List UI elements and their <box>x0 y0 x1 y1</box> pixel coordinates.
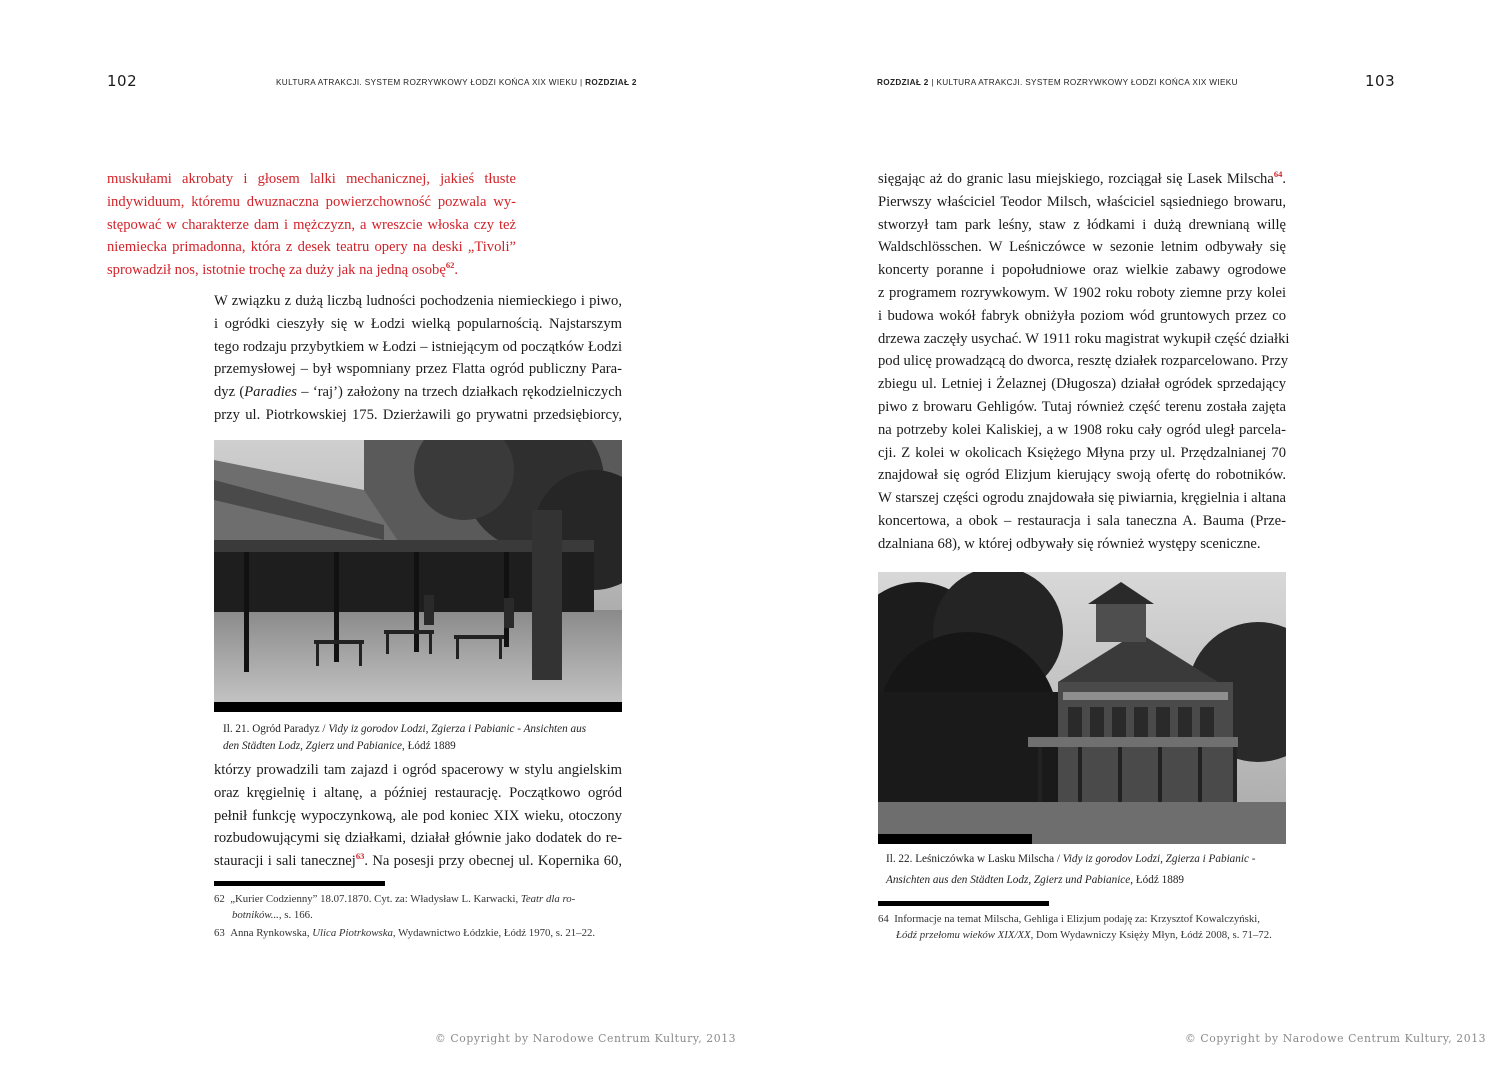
text-line: na potrzeby kolei Kaliskiej, a w 1908 roku cały ogród uległ parcela- <box>878 421 1286 438</box>
footnote-62: 62 „Kurier Codzienny” 18.07.1870. Cyt. za: Władysław L. Karwacki, Teatr dla ro- <box>214 893 576 905</box>
text-line: oraz kręgielnię i altanę, a później restaurację. Początkowo ogród <box>214 784 622 801</box>
right-page-number: 103 <box>1365 72 1396 90</box>
left-page-number: 102 <box>107 72 138 90</box>
text-line: koncertowa, a obok – restauracja i sala taneczna A. Bauma (Prze- <box>878 512 1286 529</box>
footnote-ref[interactable]: 62 <box>445 260 455 271</box>
text-line: W starszej części ogrodu znajdowała się piwiarnia, kręgielnia i altana <box>878 490 1286 507</box>
quote-line: indywiduum, któremu dwuznaczna powierzchowność pozwala wy- <box>107 193 516 210</box>
text-line: koncerty poranne i popołudniowe oraz wielkie zabawy ogrodowe <box>878 262 1286 279</box>
figure-21-caption: Il. 21. Ogród Paradyz / Vidy iz gorodov Lodzi, Zgierza i Pabianic - Ansichten aus den Städten Lodz, Zgierz und Pabianice, Łódź 1889 <box>223 723 587 752</box>
text-line: cji. Z kolei w okolicach Księżego Młyna przy ul. Przędzalnianej 70 <box>878 444 1286 461</box>
text-line: znajdował się ogród Elizjum kierujący swoją ofertę do robotników. <box>878 467 1286 484</box>
left-running-head: KULTURA ATRAKCJI. SYSTEM ROZRYWKOWY ŁODZI KOŃCA XIX WIEKU | ROZDZIAŁ 2 <box>276 78 637 87</box>
text-line: pod ulicę prowadzącą do dworca, resztę działek rozparcelowano. Przy <box>878 353 1289 370</box>
right-copyright: © Copyright by Narodowe Centrum Kultury, 2013 <box>1185 1032 1487 1045</box>
footnotes-left: 62 „Kurier Codzienny” 18.07.1870. Cyt. za: Władysław L. Karwacki, Teatr dla ro- botników..., s. 166. 63 Anna Rynkowska, Ulica Piotrkowska, Wydawnictwo Łódzkie, Łódź 1970, s. 21–22. <box>214 892 622 942</box>
quote-line: stępować w charakterze dam i mężczyzn, a wreszcie włoska czy też <box>107 216 516 233</box>
text-line: piwo z browaru Gehligów. Tutaj również część terenu została zajęta <box>878 398 1286 415</box>
text-line: pełnił funkcję wypoczynkową, ale pod koniec XIX wieku, otoczony <box>214 807 622 824</box>
footnote-ref[interactable]: 63 <box>355 851 365 862</box>
quote-line: muskułami akrobaty i głosem lalki mechanicznej, jakieś tłuste <box>107 171 516 187</box>
text-line: którzy prowadzili tam zajazd i ogród spacerowy w stylu angielskim <box>214 762 622 778</box>
quote-line: niemiecka primadonna, która z desek teatru opery na deski „Tivoli” <box>107 239 516 256</box>
text-line: W związku z dużą liczbą ludności pochodzenia niemieckiego i piwo, <box>214 293 622 309</box>
text-line: sięgając aż do granic lasu miejskiego, rozciągał się Lasek Milscha$^{64}$. <box>878 169 1286 187</box>
text-line: i ogródki cieszyły się w Łodzi wielką popularnością. Najstarszym <box>214 315 622 332</box>
right-running-head: ROZDZIAŁ 2 | KULTURA ATRAKCJI. SYSTEM ROZRYWKOWY ŁODZI KOŃCA XIX WIEKU <box>877 78 1238 87</box>
text-line: Waldschlösschen. W Leśniczówce w sezonie letnim odbywały się <box>878 239 1286 256</box>
right-text-block <box>878 168 1290 556</box>
paragraph-2 <box>214 759 622 873</box>
text-line: i budowa wokół fabryk obniżyła poziom wód gruntowych przez co <box>878 307 1286 324</box>
text-line: rozbudowującymi się działkami, działał głównie jako dodatek do re- <box>214 830 622 847</box>
figure-21-photo <box>214 440 622 712</box>
text-line: stworzył tam park leśny, staw z łódkami i dużą drewnianą willę <box>878 216 1286 233</box>
figure-22-caption: Il. 22. Leśniczówka w Lasku Milscha / Vidy iz gorodov Lodzi, Zgierza i Pabianic - Ansichten aus den Städten Lodz, Zgierz und Pabianice, Łódź 1889 <box>886 853 1256 886</box>
footnote-rule <box>214 881 385 886</box>
footnote-64: 64 Informacje na temat Milscha, Gehliga i Elizjum podaję za: Krzysztof Kowalczyński, <box>878 913 1260 925</box>
text-line: dyz (Paradies – ‘raj’) założony na trzech działkach rękodzielniczych <box>214 384 622 401</box>
text-line: przemysłowej – był wspomniany przez Flatta ogród publiczny Para- <box>214 361 622 378</box>
left-copyright: © Copyright by Narodowe Centrum Kultury, 2013 <box>435 1032 737 1045</box>
figure-22-photo <box>878 572 1286 844</box>
text-line: dzalniana 68), w której odbywały się również występy sceniczne. <box>878 535 1261 552</box>
paragraph-1 <box>214 290 622 427</box>
text-line: stauracji i sali tanecznej$^{63}$. Na posesji przy obecnej ul. Kopernika 60, <box>214 851 623 870</box>
footnote-ref[interactable]: 64 <box>1273 169 1283 180</box>
text-line: tego rodzaju przybytkiem w Łodzi – istniejącym od początków Łodzi <box>214 338 622 355</box>
footnote-rule <box>878 901 1049 906</box>
quote-line: sprowadził nos, istotnie trochę za duży jak na jedną osobę$^{62}$. <box>107 260 458 279</box>
footnotes-right: 64 Informacje na temat Milscha, Gehliga i Elizjum podaję za: Krzysztof Kowalczyński, Łódź przełomu wieków XIX/XX, Dom Wydawniczy Księży Młyn, Łódź 2008, s. 71–72. <box>878 912 1286 943</box>
text-line: drzewa zaczęły usychać. W 1911 roku magistrat wykupił część działki <box>878 330 1290 347</box>
text-line: przy ul. Piotrkowskiej 175. Dzierżawili go prywatni przedsiębiorcy, <box>214 406 622 423</box>
text-line: zbiegu ul. Letniej i Żelaznej (Długosza) działał ogródek sprzedający <box>878 376 1286 393</box>
text-line: Pierwszy właściciel Teodor Milsch, właściciel sąsiedniego browaru, <box>878 193 1286 210</box>
quote-block <box>107 168 516 282</box>
footnote-63: 63 Anna Rynkowska, Ulica Piotrkowska, Wydawnictwo Łódzkie, Łódź 1970, s. 21–22. <box>214 927 596 939</box>
text-line: z programem rozrywkowym. W 1902 roku roboty ziemne przy kolei <box>878 284 1286 301</box>
